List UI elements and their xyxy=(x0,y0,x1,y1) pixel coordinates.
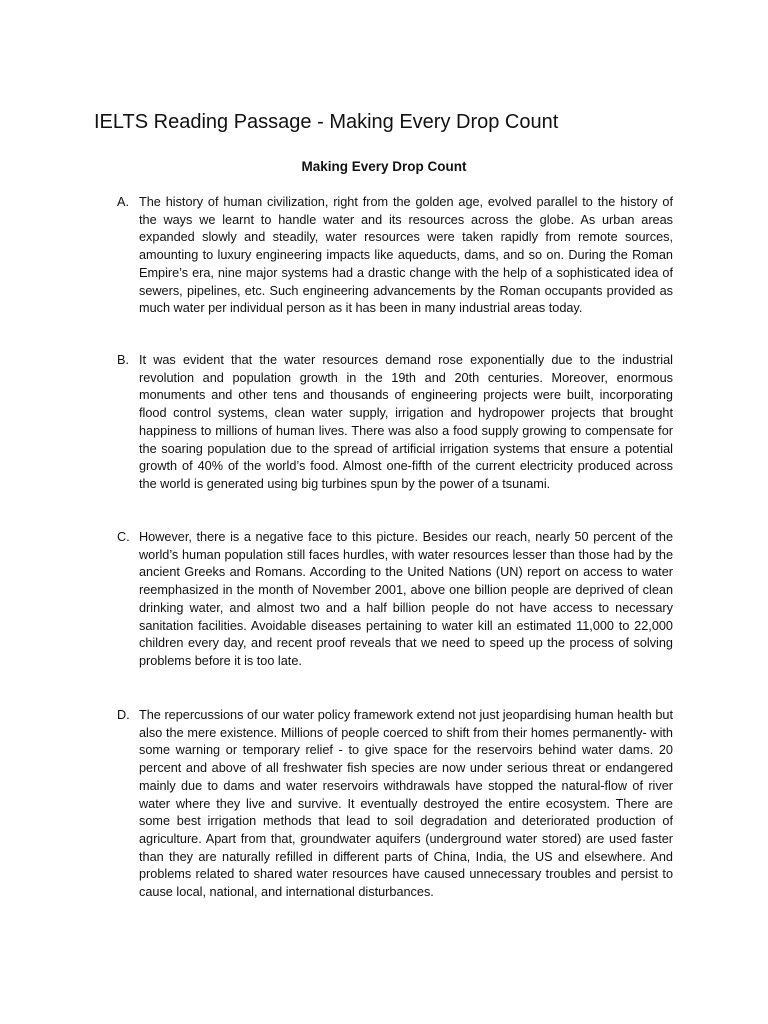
document-title: IELTS Reading Passage - Making Every Drop Count xyxy=(94,111,559,133)
paragraph-marker: D. xyxy=(117,708,130,722)
paragraph-text: It was evident that the water resources demand rose exponentially due to the industrial revolution and population growth in the 19th and 20th centuries. Moreover, enormous monuments and other tens and thousands of engineering projects were built, incorporating flood control systems, clean water supply, irrigation and hydropower projects that brought happiness to millions of human lives. There was also a food supply growing to compensate for the soaring population due to the spread of artificial irrigation systems that ensure a potential growth of 40% of the world’s food. Almost one-fifth of the current electricity produced across the world is generated using big turbines spun by the power of a tsunami. xyxy=(139,353,673,491)
paragraph-text: The history of human civilization, right from the golden age, evolved parallel to the history of the ways we learnt to handle water and its resources across the globe. As urban areas expanded slowly and steadily, water resources were taken rapidly from remote sources, amounting to luxury engineering impacts like aqueducts, dams, and so on. During the Roman Empire’s era, nine major systems had a drastic change with the help of a sophisticated idea of sewers, pipelines, etc. Such engineering advancements by the Roman occupants provided as much water per individual person as it has been in many industrial areas today. xyxy=(139,195,673,316)
paragraph-marker: C. xyxy=(117,530,130,544)
paragraph-c xyxy=(117,529,673,671)
paragraph-d xyxy=(117,707,673,902)
paragraph-b xyxy=(117,352,673,494)
paragraph-marker: B. xyxy=(117,353,129,367)
paragraph-a xyxy=(117,194,673,318)
paragraph-text: However, there is a negative face to this picture. Besides our reach, nearly 50 percent of the world’s human population still faces hurdles, with water resources lesser than those had by the ancient Greeks and Romans. According to the United Nations (UN) report on access to water reemphasized in the month of November 2001, above one billion people are deprived of clean drinking water, and almost two and a half billion people do not have access to necessary sanitation facilities. Avoidable diseases pertaining to water kill an estimated 11,000 to 22,000 children every day, and recent proof reveals that we need to speed up the process of solving problems before it is too late. xyxy=(139,530,673,668)
paragraph-marker: A. xyxy=(117,195,129,209)
paragraph-text: The repercussions of our water policy framework extend not just jeopardising human health but also the mere existence. Millions of people coerced to shift from their homes permanently- with some warning or temporary relief - to give space for the reservoirs behind water dams. 20 percent and above of all freshwater fish species are now under serious threat or endangered mainly due to dams and water reservoirs withdrawals have stopped the natural-flow of river water where they live and survive. It eventually destroyed the entire ecosystem. There are some best irrigation methods that lead to soil degradation and deteriorated production of agriculture. Apart from that, groundwater aquifers (underground water stored) are used faster than they are naturally refilled in different parts of China, India, the US and elsewhere. And problems related to shared water resources have caused unnecessary troubles and persist to cause local, national, and international disturbances. xyxy=(139,708,673,900)
passage-subtitle: Making Every Drop Count xyxy=(301,159,467,174)
